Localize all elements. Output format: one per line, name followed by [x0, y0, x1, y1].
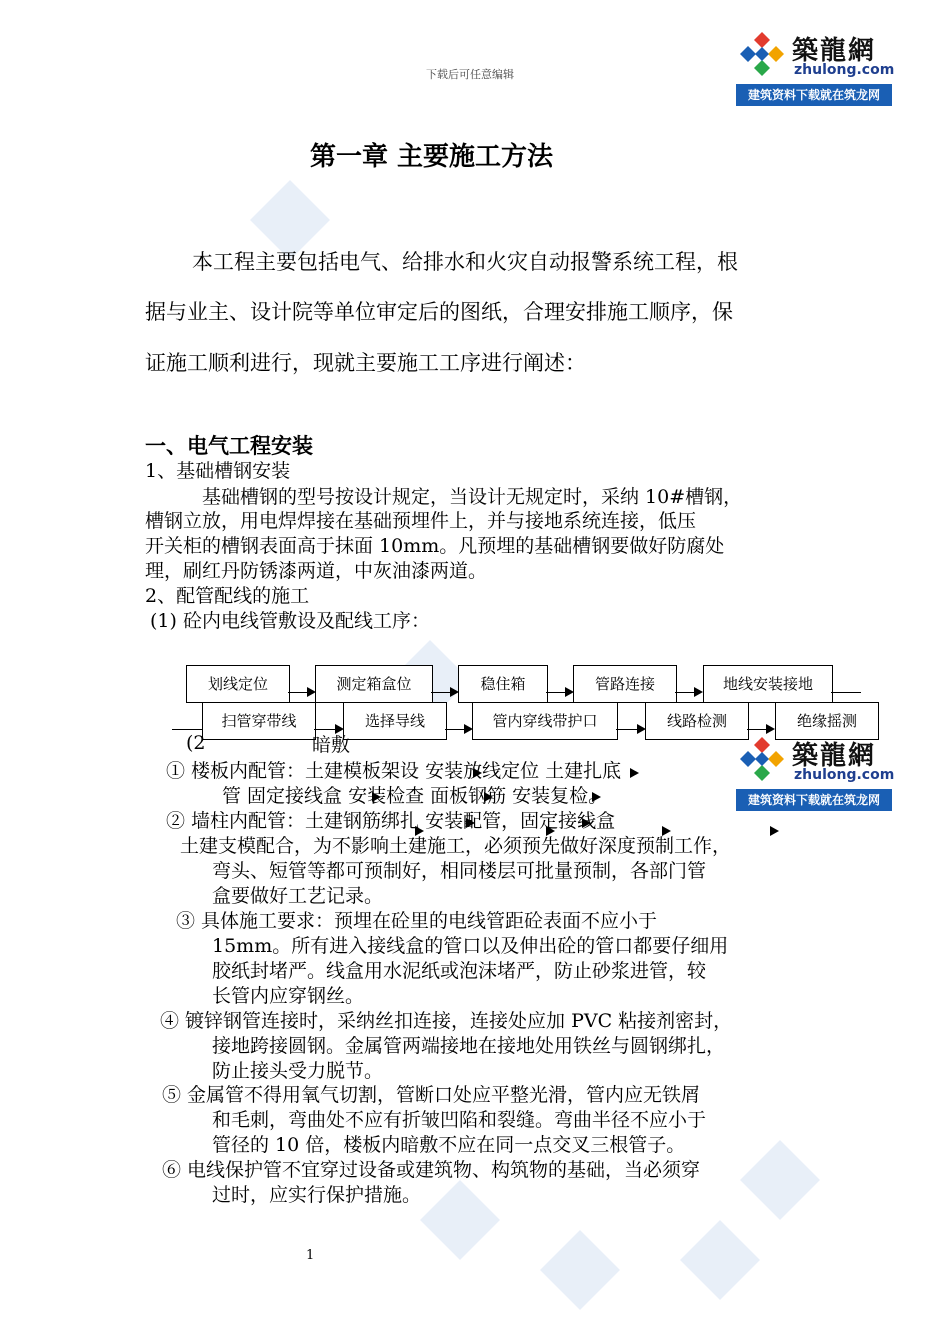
logo-name-cn: 築龍網	[792, 36, 877, 66]
inline-arrow-icon	[582, 818, 591, 828]
item-5-line-2: 和毛刺，弯曲处不应有折皱凹陷和裂缝。弯曲半径不应小于	[212, 1109, 707, 1131]
inline-arrow-icon	[473, 768, 482, 778]
item-6-line-1: ⑥ 电线保护管不宜穿过设备或建筑物、构筑物的基础，当必须穿	[162, 1159, 701, 1181]
flow-arrow-icon	[565, 687, 574, 697]
sub1-line-4: 理，刷红丹防锈漆两道，中灰油漆两道。	[145, 560, 488, 582]
item-3-line-4: 长管内应穿钢丝。	[212, 985, 365, 1007]
sub1-line-1: 基础槽钢的型号按设计规定，当设计无规定时，采纳 10#槽钢，	[202, 486, 743, 508]
flow-arrow-icon	[766, 724, 775, 734]
inline-arrow-icon	[484, 792, 493, 802]
zhulong-logo-top	[736, 30, 895, 108]
item-4-line-2: 接地跨接圆钢。金属管两端接地在接地处用铁丝与圆钢绑扎，	[212, 1035, 726, 1057]
item-4-line-3: 防止接头受力脱节。	[212, 1060, 384, 1082]
logo-domain: zhulong.com	[794, 767, 895, 783]
item-1-line-1: ① 楼板内配管：土建模板架设 安装放线定位 土建扎底	[166, 760, 622, 782]
inline-arrow-icon	[770, 826, 779, 836]
inline-arrow-icon	[592, 792, 601, 802]
item-2-line-2: 土建支模配合，为不影响土建施工，必须预先做好深度预制工作，	[180, 835, 732, 857]
flow-connector	[172, 729, 202, 730]
inline-arrow-icon	[415, 826, 424, 836]
intro-line-1: 本工程主要包括电气、给排水和火灾自动报警系统工程，根	[192, 250, 738, 274]
flow-connector	[831, 692, 861, 693]
intro-line-2: 据与业主、设计院等单位审定后的图纸，合理安排施工顺序，保	[145, 300, 733, 324]
flow-step-2: 测定箱盒位	[315, 665, 433, 703]
snowflake-logo-icon	[740, 32, 784, 76]
inline-arrow-icon	[662, 826, 671, 836]
item-1-line-2: 管 固定接线盒 安装检查 面板钢筋 安装复检。	[222, 785, 608, 807]
flow-step-3: 稳住箱	[458, 665, 548, 703]
item-5-line-3: 管径的 10 倍，楼板内暗敷不应在同一点交叉三根管子。	[212, 1134, 686, 1156]
flow-connector	[675, 692, 695, 693]
sub1-line-3: 开关柜的槽钢表面高于抹面 10mm。凡预埋的基础槽钢要做好防腐处	[145, 535, 725, 557]
flow-step-10: 绝缘摇测	[775, 702, 879, 740]
page-number: 1	[306, 1248, 315, 1263]
sub1-line-2: 槽钢立放，用电焊焊接在基础预埋件上，并与接地系统连接，低压	[145, 510, 697, 532]
flow-step-6: 扫管穿带线	[202, 702, 316, 740]
logo-domain: zhulong.com	[794, 62, 895, 78]
item-2-line-4: 盒要做好工艺记录。	[212, 885, 384, 907]
sub2-title: 2、配管配线的施工	[145, 585, 310, 607]
item-3-line-1: ③ 具体施工要求：预埋在砼里的电线管距砼表面不应小于	[176, 910, 658, 932]
item-6-line-2: 过时，应实行保护措施。	[212, 1184, 422, 1206]
inline-arrow-icon	[466, 818, 475, 828]
flow-arrow-icon	[637, 724, 646, 734]
flow-step-5: 地线安装接地	[703, 665, 833, 703]
item-2-line-3: 弯头、短管等都可预制好，相同楼层可批量预制，各部门管	[212, 860, 707, 882]
header-note: 下载后可任意编辑	[426, 68, 514, 81]
inline-arrow-icon	[630, 768, 639, 778]
flow-step-9: 线路检测	[645, 702, 749, 740]
sub1-title: 1、基础槽钢安装	[145, 460, 291, 482]
intro-line-3: 证施工顺利进行，现就主要施工工序进行阐述：	[145, 351, 586, 375]
item-2-line-1: ② 墙柱内配管：土建钢筋绑扎 安装配管，固定接线盒	[166, 810, 616, 832]
flow-arrow-icon	[307, 687, 316, 697]
item-3-line-3: 胶纸封堵严。线盒用水泥纸或泡沫堵严，防止砂浆进管，较	[212, 960, 707, 982]
flow-connector	[546, 692, 566, 693]
logo-name-cn: 築龍網	[792, 741, 877, 771]
partial-label-2: 暗敷	[312, 734, 351, 756]
item-3-line-2: 15mm。所有进入接线盒的管口以及伸出砼的管口都要仔细用	[212, 935, 729, 957]
section-heading: 一、电气工程安装	[145, 433, 313, 458]
flow-arrow-icon	[450, 687, 459, 697]
chapter-title: 第一章 主要施工方法	[310, 142, 554, 172]
logo-banner: 建筑资料下载就在筑龙网	[736, 789, 892, 811]
item-5-line-1: ⑤ 金属管不得用氧气切割，管断口处应平整光滑，管内应无铁屑	[162, 1084, 701, 1106]
flow-connector	[431, 692, 451, 693]
flow-arrow-icon	[694, 687, 703, 697]
flow-step-4: 管路连接	[573, 665, 677, 703]
flow-connector	[747, 729, 767, 730]
inline-arrow-icon	[546, 826, 555, 836]
flow-step-8: 管内穿线带护口	[472, 702, 618, 740]
flow-connector	[288, 692, 308, 693]
zhulong-logo-mid	[736, 735, 895, 813]
flow-step-7: 选择导线	[343, 702, 447, 740]
flow-step-1: 划线定位	[186, 665, 290, 703]
flow-connector	[616, 729, 638, 730]
inline-arrow-icon	[372, 792, 381, 802]
item-4-line-1: ④ 镀锌钢管连接时，采纳丝扣连接，连接处应加 PVC 粘接剂密封，	[160, 1010, 733, 1032]
sub2-item-1: (1) 砼内电线管敷设及配线工序：	[150, 610, 430, 632]
partial-label: (2	[186, 732, 206, 754]
logo-banner: 建筑资料下载就在筑龙网	[736, 84, 892, 106]
flow-connector	[445, 729, 465, 730]
snowflake-logo-icon	[740, 737, 784, 781]
flow-arrow-icon	[464, 724, 473, 734]
